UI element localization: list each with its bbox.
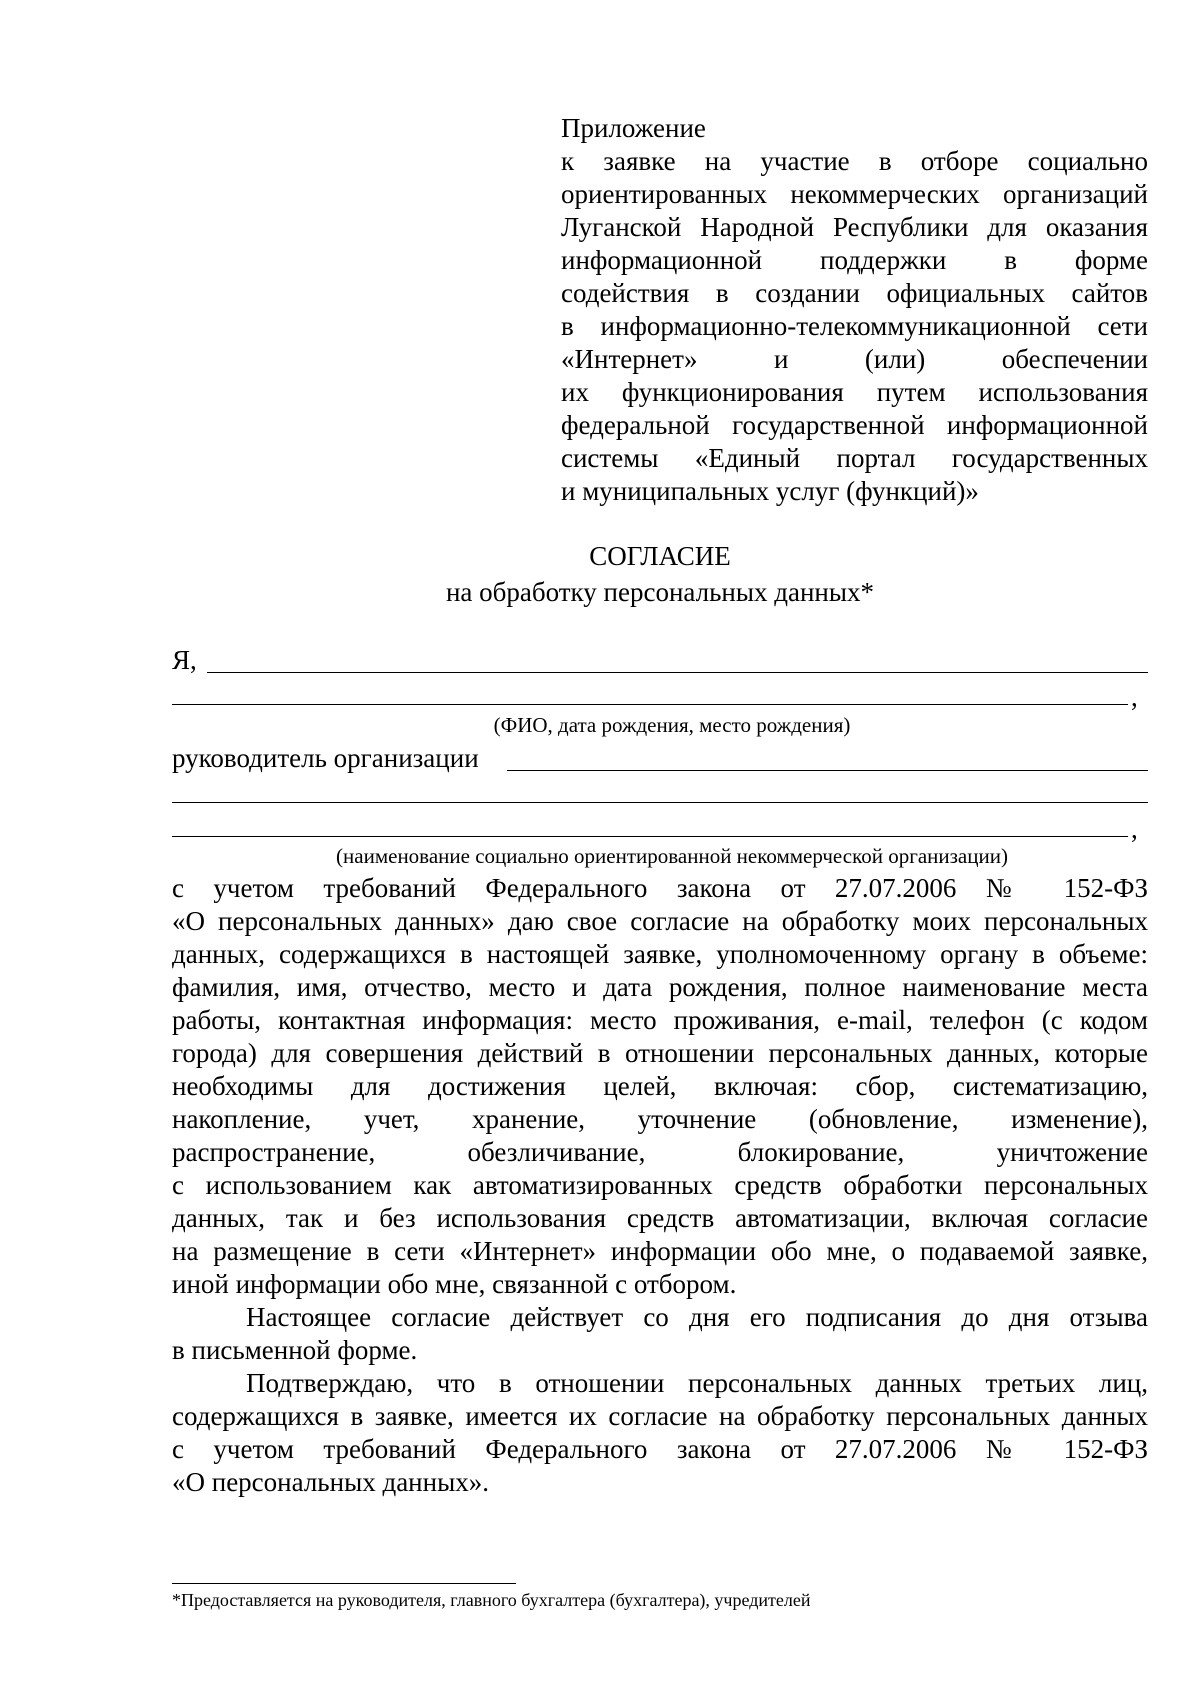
body-line: с учетом требований Федерального закона от 27.07.2006 № 152-ФЗ <box>172 873 1148 903</box>
appendix-line: их функционирования путем использования <box>561 377 1148 407</box>
org-input-line-1[interactable] <box>507 770 1148 771</box>
appendix-line: ориентированных некоммерческих организаций <box>561 179 1148 209</box>
body-line: Настоящее согласие действует со дня его подписания до дня отзыва <box>246 1302 1148 1332</box>
appendix-line: и муниципальных услуг (функций)» <box>561 476 979 506</box>
fio-comma: , <box>1131 682 1138 712</box>
body-line: «О персональных данных». <box>172 1467 489 1497</box>
body-line: содержащихся в заявке, имеется их согласие на обработку персональных данных <box>172 1401 1148 1431</box>
body-line: иной информации обо мне, связанной с отбором. <box>172 1269 737 1299</box>
body-line: накопление, учет, хранение, уточнение (обновление, изменение), <box>172 1104 1148 1134</box>
consent-body <box>172 872 1148 1499</box>
org-comma: , <box>1131 814 1138 844</box>
appendix-title: Приложение <box>561 113 706 143</box>
body-line: данных, содержащихся в настоящей заявке, уполномоченному органу в объеме: <box>172 939 1148 969</box>
appendix-block <box>561 112 1148 508</box>
body-line: «О персональных данных» даю свое согласие на обработку моих персональных <box>172 906 1148 936</box>
appendix-line: в информационно-телекоммуникационной сети <box>561 311 1148 341</box>
body-line: работы, контактная информация: место проживания, e-mail, телефон (с кодом <box>172 1005 1148 1035</box>
body-line: Подтверждаю, что в отношении персональных данных третьих лиц, <box>246 1368 1148 1398</box>
body-line: с учетом требований Федерального закона от 27.07.2006 № 152-ФЗ <box>172 1434 1148 1464</box>
appendix-line: к заявке на участие в отборе социально <box>561 146 1148 176</box>
body-line: необходимы для достижения целей, включая: сбор, систематизацию, <box>172 1071 1148 1101</box>
footnote-text: *Предоставляется на руководителя, главного бухгалтера (бухгалтера), учредителей <box>172 1590 811 1610</box>
body-line: распространение, обезличивание, блокирование, уничтожение <box>172 1137 1148 1167</box>
fio-hint: (ФИО, дата рождения, место рождения) <box>493 713 851 737</box>
i-label: Я, <box>172 645 197 675</box>
body-line: в письменной форме. <box>172 1335 418 1365</box>
appendix-line: Луганской Народной Республики для оказания <box>561 212 1148 242</box>
fio-input-line-1[interactable] <box>207 672 1148 673</box>
appendix-line: «Интернет» и (или) обеспечении <box>561 344 1148 374</box>
fio-input-line-2[interactable] <box>172 704 1128 705</box>
appendix-line: федеральной государственной информационной <box>561 410 1148 440</box>
footnote-divider <box>172 1583 516 1584</box>
document-subtitle: на обработку персональных данных* <box>445 577 875 607</box>
body-line: на размещение в сети «Интернет» информации обо мне, о подаваемой заявке, <box>172 1236 1148 1266</box>
body-line: фамилия, имя, отчество, место и дата рождения, полное наименование места <box>172 972 1148 1002</box>
body-line: города) для совершения действий в отношении персональных данных, которые <box>172 1038 1148 1068</box>
document-title: СОГЛАСИЕ <box>589 541 731 571</box>
body-line: данных, так и без использования средств автоматизации, включая согласие <box>172 1203 1148 1233</box>
org-input-line-2[interactable] <box>172 802 1148 803</box>
org-hint: (наименование социально ориентированной некоммерческой организации) <box>336 844 1008 868</box>
body-line: с использованием как автоматизированных средств обработки персональных <box>172 1170 1148 1200</box>
appendix-line: содействия в создании официальных сайтов <box>561 278 1148 308</box>
appendix-line: информационной поддержки в форме <box>561 245 1148 275</box>
document-heading <box>0 540 1200 609</box>
org-input-line-3[interactable] <box>172 836 1128 837</box>
appendix-line: системы «Единый портал государственных <box>561 443 1148 473</box>
head-label: руководитель организации <box>172 743 479 773</box>
